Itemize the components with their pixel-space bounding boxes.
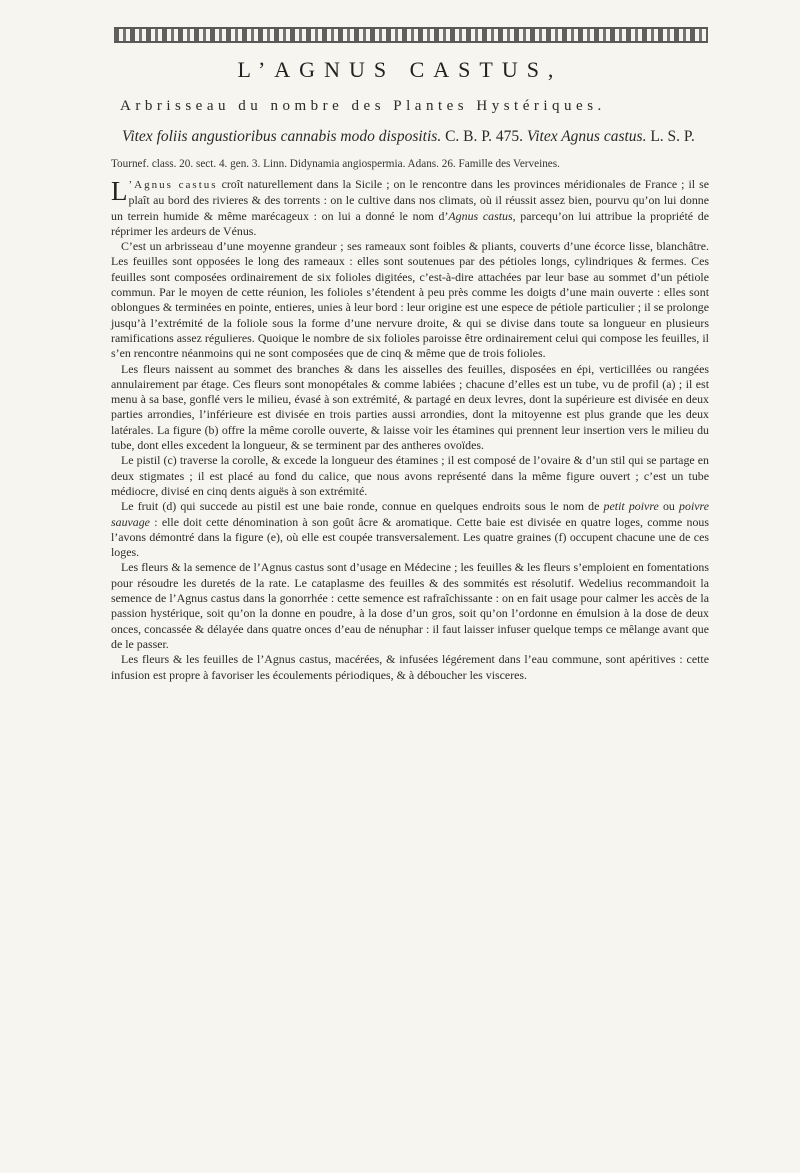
page-subtitle: Arbrisseau du nombre des Plantes Hystériques. — [120, 98, 606, 114]
latin-ref-linnaeus: L. S. P. — [646, 128, 695, 145]
paragraph-1-text-a: croît naturellement dans la Sicile ; on le rencontre dans les provinces méridionales de France ; il se plaît au bord des rivieres & des torrents : on le cultive dans nos climats, où il réussit assez bien, pourvu qu’on lui donne un terrein humide & même marécageux : on lui a donné le nom d’ — [111, 177, 709, 223]
classification-references: Tournef. class. 20. sect. 4. gen. 3. Linn. Didynamia angiospermia. Adans. 26. Famille des Verveines. — [111, 158, 560, 170]
paragraph-3: Les fleurs naissent au sommet des branches & dans les aisselles des feuilles, disposées en épi, verticillées ou rangées annulairement par étage. Ces fleurs sont monopétales & comme labiées ; chacune d’elles est un tube, vu de profil (a) ; il est menu à sa base, gonflé vers le milieu, évasé à son extrémité, & partagé en deux levres, dont la supérieure est divisée en deux parties arrondies, l’inférieure est divisée en trois parties aussi arrondies, dont la mitoyenne est plus grande que les deux latérales. La figure (b) offre la même corolle ouverte, & laisse voir les étamines qui prennent leur insertion vers le milieu du tube, dont elles excedent la longueur, & se terminent par des antheres ovoïdes. — [111, 361, 709, 453]
paragraph-1-smallcaps: ’Agnus castus — [128, 179, 218, 191]
latin-ref-bauhin: C. B. P. 475. — [441, 128, 527, 145]
page-title: L’AGNUS CASTUS, — [237, 57, 563, 82]
paragraph-1-text-b: , parcequ’on lui attribue la propriété de réprimer les ardeurs de Vénus. — [111, 208, 709, 238]
latin-names — [122, 128, 722, 146]
paragraph-6: Les fleurs & la semence de l’Agnus castus sont d’usage en Médecine ; les feuilles & les fleurs s’emploient en fomentations pour résoudre les duretés de la rate. Le cataplasme des feuilles & des sommités est résolutif. Wedelius recommandoit la semence de l’Agnus castus dans la gonorrhée : cette semence est rafraîchissante : on en fait usage pour calmer les accès de la passion hystérique, soit qu’on la donne en poudre, à la dose d’un gros, soit qu’on l’ordonne en émulsion à la dose de deux onces, concassée & délayée dans quatre onces d’eau de nénuphar : il faut laisser infuser quelque temps ce mêlange avant que de le passer. — [111, 560, 709, 651]
drop-cap: L — [111, 176, 128, 206]
paragraph-1-italic: Agnus castus — [448, 208, 513, 223]
paragraph-5-italic-1: petit poivre — [603, 499, 659, 514]
paragraph-5 — [111, 499, 709, 560]
paragraph-5-text-b: ou — [658, 499, 680, 514]
latin-name-bauhin: Vitex foliis angustioribus cannabis modo dispositis. — [122, 128, 442, 145]
article-body — [111, 177, 709, 683]
paragraph-5-text-c: : elle doit cette dénomination à son goût âcre & aromatique. Cette baie est divisée en quatre loges, comme nous l’avons démontré dans la figure (e), où elle est coupée transversalement. Les quatre graines (f) occupent chacune une de ces loges. — [111, 514, 709, 560]
paragraph-4: Le pistil (c) traverse la corolle, & excede la longueur des étamines ; il est composé de l’ovaire & d’un stil qui se partage en deux stigmates ; il est placé au fond du calice, que nous avons représenté dans la même figure ouvert ; c’est un tube médiocre, divisé en cinq dents aiguës à son extrémité. — [111, 453, 709, 498]
paragraph-7: Les fleurs & les feuilles de l’Agnus castus, macérées, & infusées légérement dans l’eau commune, sont apéritives : cette infusion est propre à favoriser les écoulements périodiques, & à déboucher les visceres. — [111, 652, 709, 682]
paragraph-5-text-a: Le fruit (d) qui succede au pistil est une baie ronde, connue en quelques endroits sous le nom de — [121, 499, 604, 514]
paragraph-1 — [111, 177, 709, 239]
header-ornament-band — [114, 27, 708, 43]
paragraph-2: C’est un arbrisseau d’une moyenne grandeur ; ses rameaux sont foibles & pliants, couverts d’une écorce lisse, blanchâtre. Les feuilles sont opposées le long des rameaux : elles sont soutenues par des pétioles longs, cylindriques & fermes. Ces feuilles sont composées ordinairement de six folioles digitées, c’est-à-dire attachées par leur base au sommet d’un pétiole commun. Par le moyen de cette réunion, les folioles s’étendent à peu près comme les doigts d’une main ouverte : elles sont oblongues & terminées en pointe, entieres, unies à leur bord : leur origine est une espece de pétiole particulier ; il se prolonge jusqu’à l’extrémité de la foliole sous la forme d’une nervure droite, & qui se divise dans toute sa longueur en plusieurs ramifications assez régulieres. Quoique le nombre de six folioles paroisse être ordinairement celui qui compose les feuilles, il s’en rencontre néanmoins qui ne sont composées que de cinq & même que de trois folioles. — [111, 239, 709, 361]
paragraph-5-italic-2: poivre sauvage — [111, 499, 709, 529]
latin-name-linnaeus: Vitex Agnus castus. — [526, 128, 647, 145]
